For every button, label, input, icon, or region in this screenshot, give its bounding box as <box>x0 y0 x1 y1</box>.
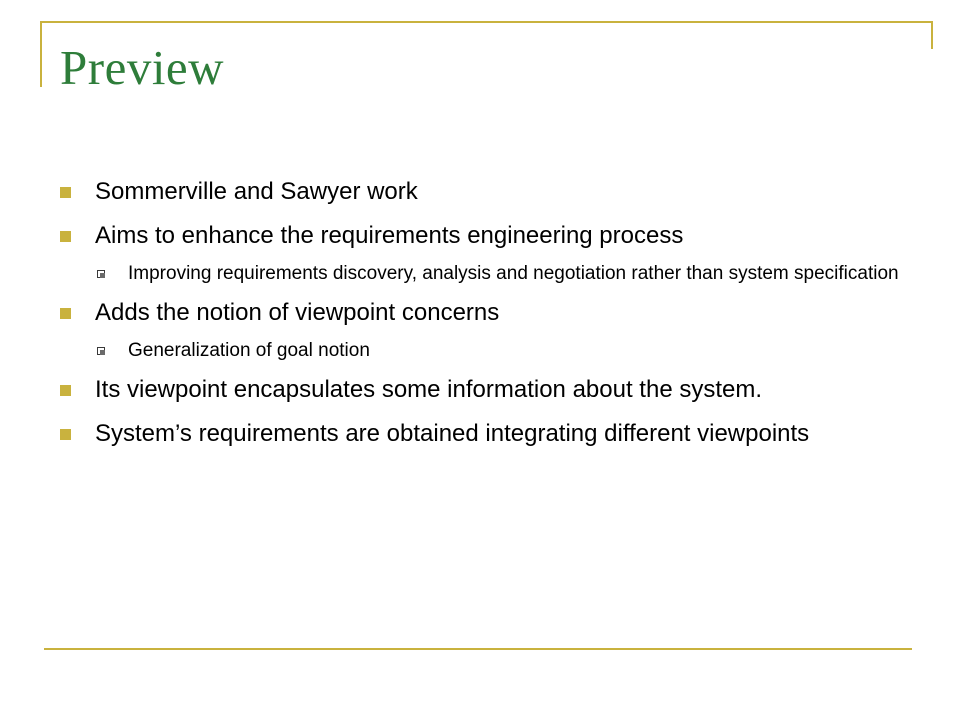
hollow-square-bullet-icon <box>97 270 105 278</box>
bullet-item <box>60 297 900 329</box>
bullet-item <box>60 220 900 252</box>
frame-bottom-rule <box>44 648 912 650</box>
frame-top-rule <box>40 21 933 23</box>
square-bullet-icon <box>60 385 71 396</box>
bullet-text: Sommerville and Sawyer work <box>95 178 418 205</box>
bullet-item <box>60 176 900 208</box>
square-bullet-icon <box>60 308 71 319</box>
hollow-square-bullet-icon <box>97 347 105 355</box>
square-bullet-icon <box>60 429 71 440</box>
bullet-text: Adds the notion of viewpoint concerns <box>95 299 500 326</box>
bullet-text: Aims to enhance the requirements engineering process <box>95 222 684 249</box>
bullet-item <box>60 374 900 406</box>
square-bullet-icon <box>60 231 71 242</box>
frame-right-rule <box>931 21 933 49</box>
frame-left-rule <box>40 21 42 87</box>
sub-bullet-item <box>60 260 900 287</box>
sub-bullet-text: Improving requirements discovery, analysis and negotiation rather than system specification <box>128 263 899 284</box>
bullet-list <box>60 176 900 462</box>
bullet-text: Its viewpoint encapsulates some information about the system. <box>95 376 763 403</box>
square-bullet-icon <box>60 187 71 198</box>
sub-bullet-item <box>60 337 900 364</box>
bullet-item <box>60 418 900 450</box>
sub-bullet-text: Generalization of goal notion <box>128 340 370 361</box>
slide-title: Preview <box>60 40 225 95</box>
bullet-text: System’s requirements are obtained integrating different viewpoints <box>95 420 810 447</box>
